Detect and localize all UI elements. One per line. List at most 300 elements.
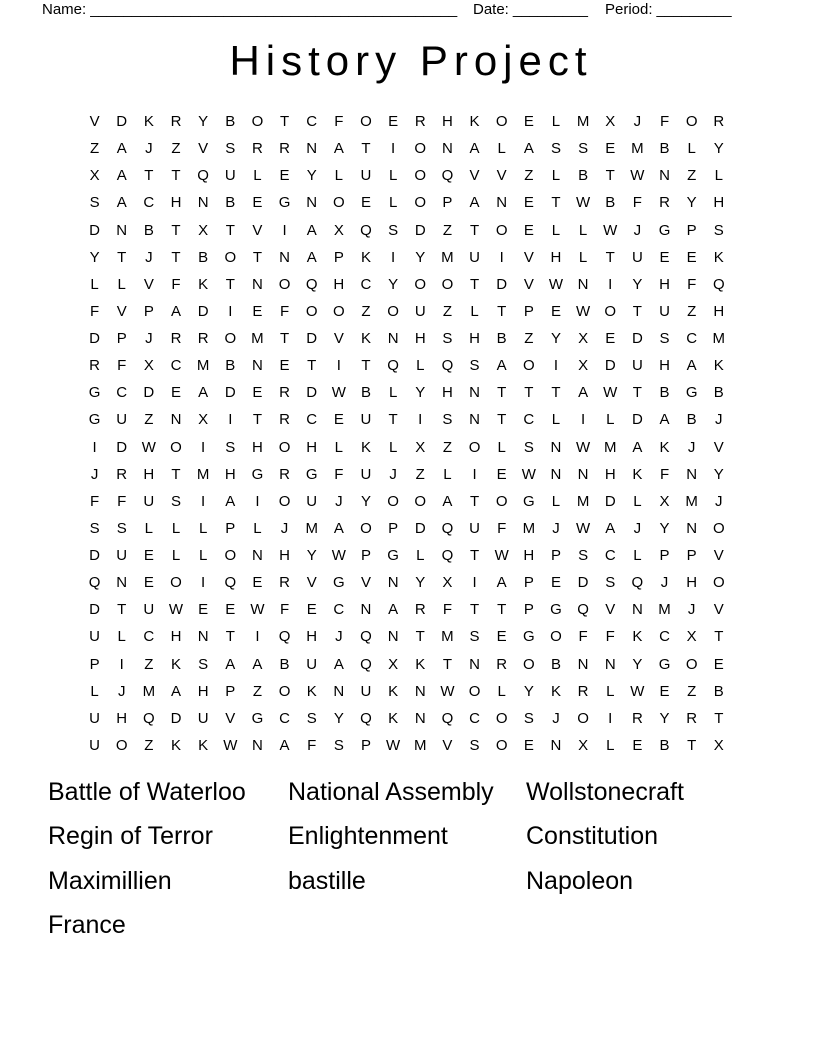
grid-letter: H <box>550 248 562 266</box>
grid-letter: U <box>197 709 209 727</box>
grid-letter: K <box>713 357 724 375</box>
grid-letter: A <box>252 655 263 673</box>
grid-letter: A <box>632 438 643 456</box>
grid-letter: B <box>360 384 371 402</box>
grid-letter: J <box>687 438 696 456</box>
grid-letter: V <box>143 275 154 293</box>
grid-letter: R <box>713 113 725 130</box>
grid-row <box>81 623 732 650</box>
grid-letter: H <box>170 628 182 646</box>
grid-letter: O <box>468 438 481 456</box>
grid-letter: J <box>552 519 560 537</box>
grid-letter: M <box>522 519 536 537</box>
grid-letter: J <box>335 628 343 646</box>
grid-letter: L <box>388 194 398 212</box>
grid-letter: A <box>225 492 236 510</box>
grid-letter: O <box>414 140 427 158</box>
grid-letter: Z <box>442 438 452 456</box>
grid-letter: S <box>578 547 589 564</box>
grid-letter: N <box>604 655 616 673</box>
grid-letter: O <box>522 357 535 375</box>
grid-letter: P <box>550 547 561 564</box>
grid-letter: A <box>469 140 480 158</box>
grid-letter: V <box>89 113 100 130</box>
period-field <box>605 1 732 18</box>
grid-letter: E <box>686 248 697 266</box>
grid-letter: B <box>225 194 236 212</box>
grid-letter: Q <box>712 275 725 293</box>
grid-letter: L <box>253 519 262 537</box>
grid-letter: P <box>686 547 697 564</box>
grid-letter: R <box>197 330 209 347</box>
grid-letter: X <box>89 167 100 185</box>
grid-letter: S <box>170 492 181 510</box>
grid-letter: U <box>116 411 128 429</box>
grid-letter: Z <box>144 655 154 673</box>
grid-letter: O <box>333 302 345 320</box>
grid-letter: G <box>387 547 399 564</box>
grid-letter: R <box>251 140 263 158</box>
grid-letter: O <box>224 547 237 564</box>
grid-letter: S <box>713 221 724 239</box>
grid-letter: T <box>388 411 398 429</box>
grid-letter: I <box>499 248 504 266</box>
grid-letter: T <box>605 167 615 185</box>
grid-letter: Z <box>687 682 697 700</box>
grid-letter: A <box>170 682 181 700</box>
grid-letter: F <box>89 302 100 320</box>
grid-letter: I <box>391 248 396 266</box>
grid-letter: R <box>686 709 698 727</box>
grid-letter: D <box>414 221 426 239</box>
grid-letter: O <box>550 628 562 646</box>
grid-letter: K <box>713 248 724 266</box>
grid-letter: O <box>278 438 291 456</box>
grid-letter: W <box>521 465 536 483</box>
grid-letter: E <box>170 384 181 402</box>
grid-letter: T <box>117 601 127 619</box>
grid-letter: E <box>605 140 616 158</box>
grid-letter: F <box>578 628 588 646</box>
grid-letter: I <box>418 411 423 429</box>
grid-letter: I <box>472 574 477 592</box>
grid-letter: L <box>90 682 99 700</box>
grid-letter: T <box>605 248 615 266</box>
grid-letter: A <box>496 357 507 375</box>
grid-letter: H <box>116 709 128 727</box>
grid-letter: A <box>198 384 209 402</box>
grid-letter: H <box>713 194 725 212</box>
grid-letter: H <box>333 275 345 293</box>
grid-letter: Y <box>198 113 209 130</box>
grid-row <box>81 352 732 379</box>
grid-letter: E <box>496 465 507 483</box>
grid-letter: L <box>497 438 506 456</box>
grid-letter: B <box>659 736 670 754</box>
grid-letter: R <box>631 709 643 727</box>
grid-letter: V <box>713 601 724 619</box>
grid-letter: K <box>388 709 399 727</box>
grid-letter: E <box>198 601 209 619</box>
grid-letter: Q <box>441 709 454 727</box>
grid-letter: F <box>687 275 697 293</box>
grid-letter: Q <box>88 574 101 592</box>
grid-letter: Z <box>252 682 262 700</box>
grid-letter: X <box>388 655 399 673</box>
grid-letter: K <box>198 275 209 293</box>
grid-letter: D <box>143 384 155 402</box>
grid-letter: P <box>116 330 127 347</box>
grid-letter: T <box>632 384 642 402</box>
grid-letter: L <box>633 547 642 564</box>
grid-letter: K <box>170 736 181 754</box>
grid-letter: E <box>523 736 534 754</box>
grid-letter: N <box>197 628 209 646</box>
grid-row <box>81 542 732 569</box>
grid-letter: N <box>387 574 399 592</box>
grid-letter: Y <box>360 492 371 510</box>
grid-letter: U <box>306 655 318 673</box>
grid-letter: A <box>225 655 236 673</box>
grid-letter: T <box>252 248 262 266</box>
grid-letter: G <box>333 574 345 592</box>
grid-letter: X <box>198 221 209 239</box>
grid-letter: G <box>685 384 698 402</box>
grid-letter: N <box>577 275 589 293</box>
grid-letter: F <box>307 736 317 754</box>
grid-letter: R <box>414 601 426 619</box>
grid-letter: A <box>333 655 344 673</box>
grid-letter: K <box>360 248 371 266</box>
grid-letter: U <box>360 411 372 429</box>
grid-letter: J <box>145 140 153 158</box>
grid-letter: N <box>251 736 263 754</box>
grid-letter: B <box>198 248 209 266</box>
grid-letter: D <box>197 302 209 320</box>
grid-letter: N <box>170 411 182 429</box>
grid-letter: L <box>388 438 398 456</box>
grid-letter: D <box>170 709 182 727</box>
grid-letter: E <box>550 574 561 592</box>
grid-row <box>81 705 732 732</box>
grid-row <box>81 135 732 162</box>
grid-letter: Y <box>415 574 426 592</box>
grid-letter: N <box>577 465 589 483</box>
grid-letter: Q <box>441 519 454 537</box>
grid-letter: L <box>551 492 561 510</box>
grid-letter: N <box>496 194 508 212</box>
grid-letter: U <box>116 547 128 564</box>
grid-letter: W <box>386 736 401 754</box>
grid-letter: R <box>116 465 128 483</box>
grid-letter: C <box>116 384 128 402</box>
page-title: History Project <box>229 37 593 84</box>
grid-letter: M <box>251 330 264 347</box>
grid-letter: M <box>631 140 644 158</box>
grid-letter: E <box>143 574 154 592</box>
word-list-item: bastille <box>288 866 366 895</box>
grid-letter: K <box>360 330 371 347</box>
grid-letter: I <box>282 221 287 239</box>
grid-letter: O <box>441 275 454 293</box>
grid-letter: B <box>279 655 290 673</box>
grid-letter: N <box>469 655 480 673</box>
grid-letter: O <box>414 194 427 212</box>
grid-letter: L <box>198 547 208 564</box>
grid-letter: L <box>144 519 154 537</box>
grid-letter: D <box>306 330 318 347</box>
word-list-item: Maximillien <box>48 866 172 895</box>
grid-letter: Q <box>360 709 372 727</box>
grid-letter: O <box>224 248 237 266</box>
grid-letter: J <box>145 248 153 266</box>
grid-letter: G <box>305 465 318 483</box>
grid-letter: P <box>686 221 697 239</box>
grid-letter: G <box>88 411 101 429</box>
header <box>0 0 816 24</box>
grid-letter: F <box>117 357 127 375</box>
grid-letter: A <box>388 601 399 619</box>
grid-row <box>81 596 732 623</box>
grid-letter: M <box>196 465 210 483</box>
grid-letter: N <box>387 330 399 347</box>
grid-letter: W <box>630 682 645 700</box>
grid-letter: U <box>89 628 100 646</box>
grid-letter: T <box>171 221 181 239</box>
grid-letter: E <box>523 194 534 212</box>
grid-letter: F <box>171 275 181 293</box>
grid-letter: Q <box>305 275 318 293</box>
grid-letter: T <box>171 248 181 266</box>
grid-letter: U <box>360 167 372 185</box>
grid-letter: I <box>336 357 341 375</box>
grid-letter: Y <box>306 547 317 564</box>
grid-letter: S <box>469 736 480 754</box>
grid-letter: M <box>685 492 698 510</box>
grid-letter: A <box>306 248 317 266</box>
grid-letter: U <box>143 492 155 510</box>
grid-letter: Q <box>577 601 589 619</box>
grid-letter: I <box>201 574 206 592</box>
grid-letter: L <box>90 275 99 293</box>
grid-letter: G <box>278 194 291 212</box>
grid-letter: Z <box>144 411 154 429</box>
grid-letter: Z <box>524 330 534 347</box>
grid-letter: X <box>605 113 616 130</box>
grid-letter: D <box>224 384 236 402</box>
grid-letter: R <box>279 574 290 592</box>
grid-letter: R <box>279 411 290 429</box>
grid-letter: A <box>578 384 589 402</box>
grid-letter: T <box>279 113 290 130</box>
grid-letter: N <box>469 384 480 402</box>
grid-letter: L <box>171 547 181 564</box>
grid-letter: T <box>497 384 507 402</box>
grid-row <box>81 298 732 325</box>
grid-letter: C <box>143 194 155 212</box>
grid-letter: Y <box>388 275 399 293</box>
grid-letter: J <box>280 519 289 537</box>
grid-letter: L <box>633 492 642 510</box>
grid-letter: F <box>334 113 344 130</box>
grid-letter: E <box>252 194 263 212</box>
grid-letter: S <box>659 330 670 347</box>
grid-letter: A <box>333 519 344 537</box>
grid-letter: H <box>686 574 698 592</box>
grid-letter: T <box>469 275 480 293</box>
grid-letter: P <box>442 194 453 212</box>
grid-letter: S <box>442 330 453 347</box>
grid-letter: D <box>89 601 100 619</box>
word-list-item: National Assembly <box>288 778 494 806</box>
grid-letter: N <box>469 411 480 429</box>
grid-letter: M <box>414 736 427 754</box>
grid-letter: C <box>523 411 535 429</box>
grid-letter: N <box>306 140 318 158</box>
grid-letter: H <box>659 275 670 293</box>
grid-letter: E <box>252 574 263 592</box>
grid-letter: L <box>551 167 561 185</box>
grid-letter: L <box>388 384 398 402</box>
grid-letter: W <box>603 221 618 239</box>
grid-letter: B <box>225 357 236 375</box>
grid-letter: L <box>578 221 588 239</box>
grid-letter: N <box>251 547 263 564</box>
grid-row <box>81 244 732 271</box>
grid-letter: K <box>306 682 317 700</box>
grid-letter: B <box>605 194 616 212</box>
grid-letter: T <box>497 601 507 619</box>
grid-letter: H <box>713 302 725 320</box>
grid-letter: O <box>495 221 508 239</box>
grid-letter: T <box>551 384 561 402</box>
grid-letter: P <box>523 302 534 320</box>
grid-letter: O <box>685 655 698 673</box>
grid-letter: B <box>713 384 724 402</box>
grid-letter: O <box>278 275 291 293</box>
grid-letter: O <box>495 709 508 727</box>
grid-letter: E <box>306 601 317 619</box>
grid-letter: U <box>143 601 155 619</box>
word-list-item: France <box>48 911 126 940</box>
grid-letter: R <box>414 113 426 130</box>
grid-letter: U <box>631 248 643 266</box>
grid-letter: E <box>659 682 670 700</box>
grid-letter: N <box>197 194 209 212</box>
grid-letter: E <box>360 194 371 212</box>
grid-letter: U <box>89 736 100 754</box>
grid-letter: E <box>713 655 724 673</box>
grid-letter: O <box>495 736 508 754</box>
date-label: Date: <box>473 1 509 18</box>
grid-letter: O <box>115 736 128 754</box>
grid-row <box>81 651 732 678</box>
grid-letter: W <box>223 736 238 754</box>
grid-letter: R <box>89 357 100 375</box>
grid-letter: X <box>198 411 209 429</box>
grid-letter: O <box>305 302 318 320</box>
grid-letter: N <box>631 601 643 619</box>
grid-letter: C <box>306 411 318 429</box>
grid-letter: R <box>279 465 290 483</box>
grid-letter: J <box>335 492 343 510</box>
word-list <box>48 780 684 958</box>
grid-letter: T <box>497 411 507 429</box>
grid-letter: C <box>306 113 318 130</box>
grid-letter: M <box>603 438 617 456</box>
grid-letter: B <box>659 384 670 402</box>
grid-letter: T <box>307 357 317 375</box>
word-list-item: Constitution <box>526 822 659 851</box>
grid-letter: J <box>145 330 153 347</box>
grid-letter: L <box>714 167 723 185</box>
grid-letter: X <box>659 492 670 510</box>
grid-letter: T <box>469 221 480 239</box>
grid-letter: T <box>714 709 724 727</box>
grid-letter: S <box>578 140 589 158</box>
grid-letter: N <box>550 736 562 754</box>
grid-letter: C <box>659 628 670 646</box>
grid-letter: E <box>523 113 534 130</box>
grid-letter: Q <box>441 167 454 185</box>
grid-letter: W <box>576 519 591 537</box>
grid-letter: P <box>360 736 371 754</box>
grid-row <box>81 678 732 705</box>
grid-letter: M <box>441 248 454 266</box>
grid-letter: E <box>279 357 290 375</box>
grid-letter: N <box>577 655 589 673</box>
grid-letter: R <box>659 194 670 212</box>
grid-letter: Q <box>143 709 155 727</box>
grid-letter: T <box>252 411 262 429</box>
grid-letter: W <box>168 601 184 619</box>
grid-letter: S <box>225 438 236 456</box>
grid-letter: F <box>605 628 615 646</box>
grid-row <box>81 732 732 759</box>
grid-letter: E <box>279 167 290 185</box>
grid-letter: I <box>228 411 233 429</box>
grid-letter: Y <box>415 384 426 402</box>
grid-letter: W <box>494 547 509 564</box>
grid-letter: T <box>714 628 724 646</box>
grid-letter: F <box>117 492 127 510</box>
grid-letter: T <box>497 302 507 320</box>
grid-letter: G <box>251 465 264 483</box>
grid-letter: J <box>552 709 560 727</box>
grid-letter: M <box>441 628 454 646</box>
grid-letter: K <box>659 438 670 456</box>
grid-letter: Q <box>387 357 399 375</box>
grid-letter: U <box>631 357 643 375</box>
grid-letter: T <box>632 302 642 320</box>
grid-letter: S <box>442 411 453 429</box>
grid-letter: B <box>550 655 561 673</box>
grid-letter: R <box>279 384 290 402</box>
grid-letter: I <box>553 357 559 375</box>
grid-letter: T <box>225 221 235 239</box>
grid-letter: R <box>170 330 182 347</box>
grid-letter: L <box>388 167 398 185</box>
grid-letter: I <box>228 302 233 320</box>
grid-letter: F <box>497 519 507 537</box>
grid-letter: Y <box>659 519 670 537</box>
grid-letter: G <box>522 492 535 510</box>
word-list-item: Napoleon <box>526 866 634 895</box>
period-label: Period: <box>605 1 653 18</box>
grid-letter: E <box>252 302 263 320</box>
grid-letter: W <box>630 167 645 185</box>
grid-letter: Q <box>197 167 209 185</box>
